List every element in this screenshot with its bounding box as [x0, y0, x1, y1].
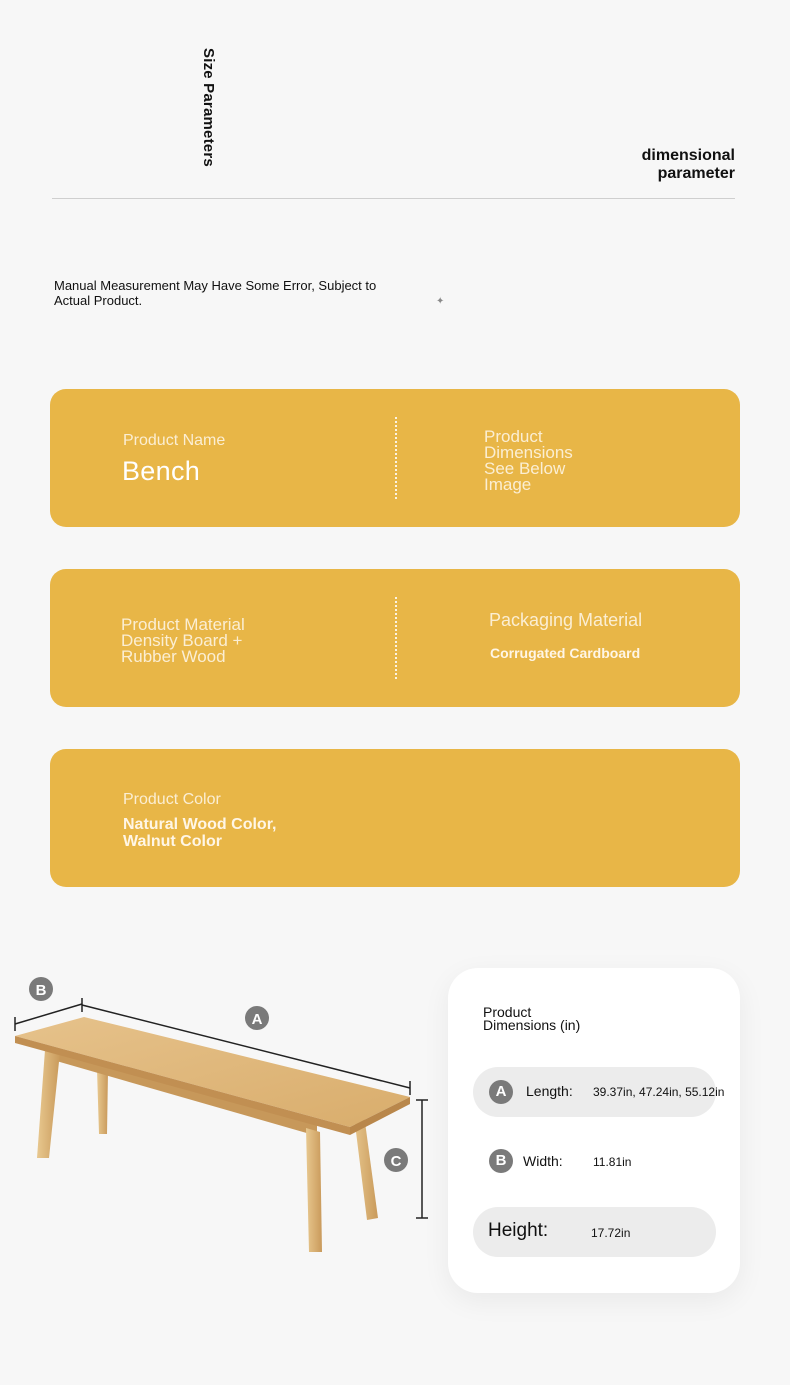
product-color-value [123, 816, 276, 850]
length-value: 39.37in, 47.24in, 55.12in [593, 1085, 725, 1099]
dimensions-note-line-4: Image [484, 475, 532, 494]
length-label: Length: [526, 1083, 573, 1099]
measurement-note [54, 278, 424, 308]
material-line-3: Rubber Wood [121, 647, 226, 666]
dimensions-title-line-2: Dimensions (in) [483, 1017, 581, 1033]
dimensions-card-title [483, 1006, 643, 1032]
length-badge: A [489, 1080, 513, 1104]
note-line-2: Actual Product. [54, 293, 143, 308]
dimensions-note-line-2: Dimensions [484, 443, 573, 462]
decorative-speck-icon: ✦ [436, 296, 445, 307]
note-line-1: Manual Measurement May Have Some Error, Subject to [54, 278, 377, 293]
color-card [50, 749, 740, 887]
material-line-2: Density Board + [121, 631, 243, 650]
product-dimensions-note [484, 429, 573, 493]
packaging-material-label: Packaging Material [489, 610, 643, 630]
product-name-label: Product Name [123, 432, 226, 449]
marker-c [384, 1148, 408, 1172]
section-subtitle [535, 147, 735, 183]
card-divider [395, 417, 397, 499]
bench-leg-back-left [97, 1070, 108, 1134]
color-line-1: Natural Wood Color, [123, 816, 277, 833]
width-badge: B [489, 1149, 513, 1173]
marker-c-label: C [390, 1153, 402, 1170]
length-row [473, 1067, 725, 1117]
height-row [473, 1207, 716, 1257]
dimensions-note-line-3: See Below [484, 459, 566, 478]
dimensions-card [448, 968, 740, 1293]
header-divider [52, 198, 735, 199]
material-card [50, 569, 740, 707]
product-color-label: Product Color [123, 791, 221, 808]
bench-diagram [0, 960, 440, 1270]
bench-leg-front-left [37, 1050, 60, 1158]
dimensions-title-line-1: Product [483, 1004, 532, 1020]
bench-leg-front-right [306, 1128, 322, 1252]
product-name-card [50, 389, 740, 527]
bench-top [15, 1017, 410, 1127]
card-divider [395, 597, 397, 679]
subtitle-line-2: parameter [657, 165, 735, 182]
width-row [473, 1137, 716, 1187]
height-value: 17.72in [591, 1226, 631, 1240]
material-line-1: Product Material [121, 615, 245, 634]
product-material [121, 617, 245, 665]
packaging-material-value: Corrugated Cardboard [490, 645, 641, 661]
width-label: Width: [523, 1153, 563, 1169]
marker-b-label: B [35, 982, 47, 999]
subtitle-line-1: dimensional [641, 147, 735, 164]
marker-a [245, 1006, 269, 1030]
marker-b [29, 977, 53, 1001]
color-line-2: Walnut Color [123, 833, 222, 850]
height-label: Height: [488, 1220, 549, 1241]
dimensions-note-line-1: Product [484, 427, 543, 446]
marker-a-label: A [251, 1011, 263, 1028]
width-value: 11.81in [593, 1155, 632, 1169]
product-name-value: Bench [122, 456, 201, 486]
section-title: Size Parameters [200, 48, 217, 167]
